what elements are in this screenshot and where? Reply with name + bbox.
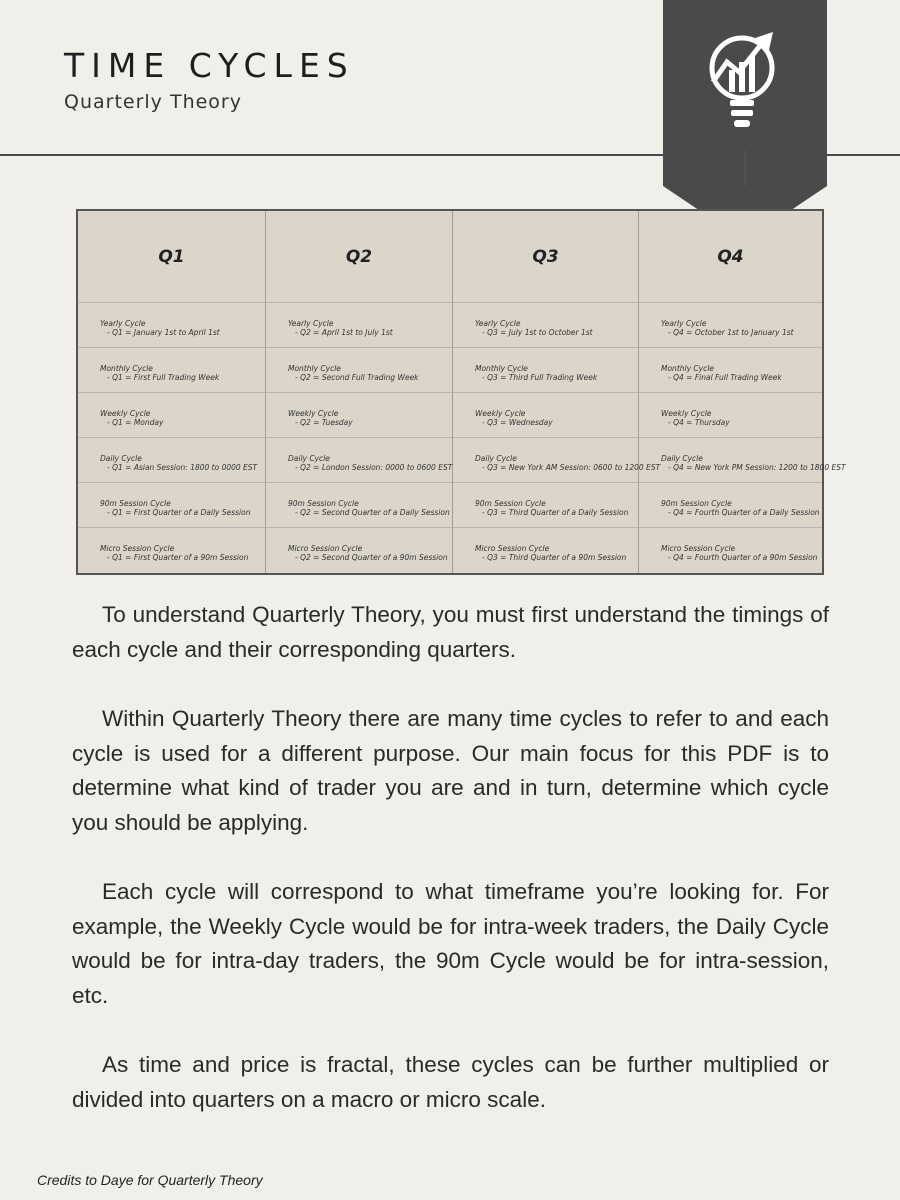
- cycle-label: Daily Cycle: [661, 454, 703, 463]
- table-cell: [453, 393, 639, 438]
- column-header: Q1: [78, 211, 266, 303]
- table-cell: [78, 483, 266, 528]
- table-cell: [639, 348, 822, 393]
- cycle-label: Daily Cycle: [475, 454, 517, 463]
- cycle-label: Micro Session Cycle: [661, 544, 736, 553]
- table-cell: [453, 528, 639, 573]
- cycle-entry: [288, 409, 353, 427]
- cycle-label: Micro Session Cycle: [475, 544, 550, 553]
- cycle-label: Monthly Cycle: [661, 364, 714, 373]
- cycle-value: - Q1 = Monday: [107, 418, 164, 427]
- cycle-entry: [475, 544, 626, 562]
- table-cell: [266, 483, 453, 528]
- cycle-entry: [475, 499, 628, 517]
- cycle-entry: [475, 319, 593, 337]
- cycle-value: - Q3 = Third Quarter of a Daily Session: [482, 508, 629, 517]
- cycle-entry: [661, 409, 730, 427]
- table-cell: [78, 303, 266, 348]
- cycle-entry: [661, 454, 846, 472]
- column-header: Q4: [639, 211, 822, 303]
- cycle-value: - Q1 = First Full Trading Week: [107, 373, 220, 382]
- table-cell: [639, 303, 822, 348]
- cycle-value: - Q2 = April 1st to July 1st: [295, 328, 393, 337]
- cycle-entry: [475, 364, 597, 382]
- page-subtitle: Quarterly Theory: [64, 91, 242, 113]
- cycle-label: Weekly Cycle: [661, 409, 712, 418]
- cycle-label: Daily Cycle: [288, 454, 330, 463]
- cycle-entry: [100, 544, 248, 562]
- cycle-label: Weekly Cycle: [288, 409, 339, 418]
- column-header: Q3: [453, 211, 639, 303]
- cycle-entry: [288, 364, 419, 382]
- cycle-label: Monthly Cycle: [288, 364, 341, 373]
- credits-footer: Credits to Daye for Quarterly Theory: [37, 1172, 263, 1188]
- cycle-label: Yearly Cycle: [661, 319, 707, 328]
- cycle-entry: [288, 319, 393, 337]
- cycle-value: - Q2 = Second Quarter of a Daily Session: [295, 508, 450, 517]
- cycle-entry: [475, 454, 660, 472]
- table-cell: [453, 483, 639, 528]
- table-cell: [78, 348, 266, 393]
- cycle-label: Yearly Cycle: [100, 319, 146, 328]
- cycle-value: - Q1 = First Quarter of a 90m Session: [107, 553, 249, 562]
- cycle-entry: [288, 454, 452, 472]
- cycle-entry: [100, 499, 250, 517]
- cycle-value: - Q4 = Thursday: [668, 418, 730, 427]
- cycle-value: - Q3 = Third Full Trading Week: [482, 373, 598, 382]
- table-cell: [639, 528, 822, 573]
- cycle-entry: [661, 364, 782, 382]
- table-cell: [266, 393, 453, 438]
- table-cell: [266, 303, 453, 348]
- cycle-value: - Q4 = Final Full Trading Week: [668, 373, 782, 382]
- column-header: Q2: [266, 211, 453, 303]
- table-cell: [266, 438, 453, 483]
- cycle-entry: [100, 364, 219, 382]
- cycle-label: Daily Cycle: [100, 454, 142, 463]
- cycle-value: - Q4 = October 1st to January 1st: [668, 328, 794, 337]
- paragraph: Each cycle will correspond to what timeframe you’re looking for. For example, the Weekly Cycle would be for intra-week traders, the Daily Cycle would be for intra-day traders, the 90m Cycle would be for intra-session, etc.: [72, 879, 829, 1008]
- cycle-entry: [288, 544, 448, 562]
- cycle-label: Yearly Cycle: [475, 319, 521, 328]
- cycle-entry: [475, 409, 553, 427]
- cycle-value: - Q4 = Fourth Quarter of a Daily Session: [668, 508, 820, 517]
- cycle-value: - Q4 = Fourth Quarter of a 90m Session: [668, 553, 818, 562]
- paragraph: As time and price is fractal, these cycles can be further multiplied or divided into quarters on a macro or micro scale.: [72, 1052, 829, 1112]
- cycle-label: Micro Session Cycle: [100, 544, 175, 553]
- cycle-entry: [288, 499, 450, 517]
- cycle-value: - Q2 = Second Quarter of a 90m Session: [295, 553, 448, 562]
- cycle-label: Monthly Cycle: [100, 364, 153, 373]
- cycle-entry: [661, 499, 820, 517]
- cycle-label: Monthly Cycle: [475, 364, 528, 373]
- table-cell: [639, 393, 822, 438]
- cycle-value: - Q1 = Asian Session: 1800 to 0000 EST: [107, 463, 258, 472]
- table-cell: [639, 438, 846, 483]
- table-cell: [639, 483, 822, 528]
- cycle-value: - Q2 = Tuesday: [295, 418, 353, 427]
- table-cell: [266, 348, 453, 393]
- cycle-value: - Q4 = New York PM Session: 1200 to 1800 EST: [668, 463, 846, 472]
- cycle-entry: [100, 454, 257, 472]
- cycle-value: - Q2 = Second Full Trading Week: [295, 373, 419, 382]
- cycle-label: 90m Session Cycle: [288, 499, 359, 508]
- cycle-value: - Q1 = First Quarter of a Daily Session: [107, 508, 251, 517]
- cycle-value: - Q2 = London Session: 0000 to 0600 EST: [295, 463, 453, 472]
- table-cell: [266, 528, 453, 573]
- cycle-label: 90m Session Cycle: [661, 499, 732, 508]
- table-cell: [78, 438, 266, 483]
- cycle-value: - Q3 = Wednesday: [482, 418, 553, 427]
- cycle-label: Yearly Cycle: [288, 319, 334, 328]
- table-cell: [78, 528, 266, 573]
- table-cell: [453, 438, 661, 483]
- cycle-value: - Q3 = New York AM Session: 0600 to 1200 EST: [482, 463, 661, 472]
- cycle-label: Weekly Cycle: [475, 409, 526, 418]
- paragraph: To understand Quarterly Theory, you must first understand the timings of each cycle and their corresponding quarters.: [72, 602, 829, 662]
- cycle-label: Weekly Cycle: [100, 409, 151, 418]
- cycle-entry: [100, 409, 163, 427]
- cycle-label: Micro Session Cycle: [288, 544, 363, 553]
- cycle-value: - Q3 = Third Quarter of a 90m Session: [482, 553, 627, 562]
- cycle-entry: [661, 319, 794, 337]
- cycle-entry: [661, 544, 817, 562]
- paragraph: Within Quarterly Theory there are many time cycles to refer to and each cycle is used for a different purpose. Our main focus for this PDF is to determine what kind of trader you are and in turn, determine which cycle you should be applying.: [72, 706, 829, 835]
- page-title: TIME CYCLES: [64, 46, 355, 85]
- quarterly-table: [76, 209, 846, 575]
- table-cell: [78, 393, 266, 438]
- cycle-label: 90m Session Cycle: [100, 499, 171, 508]
- cycle-value: - Q1 = January 1st to April 1st: [107, 328, 220, 337]
- cycle-entry: [100, 319, 220, 337]
- table-cell: [453, 303, 639, 348]
- table-cell: [453, 348, 639, 393]
- cycle-label: 90m Session Cycle: [475, 499, 546, 508]
- body-text: [72, 598, 829, 1152]
- logo-ribbon: [663, 0, 827, 241]
- cycle-value: - Q3 = July 1st to October 1st: [482, 328, 593, 337]
